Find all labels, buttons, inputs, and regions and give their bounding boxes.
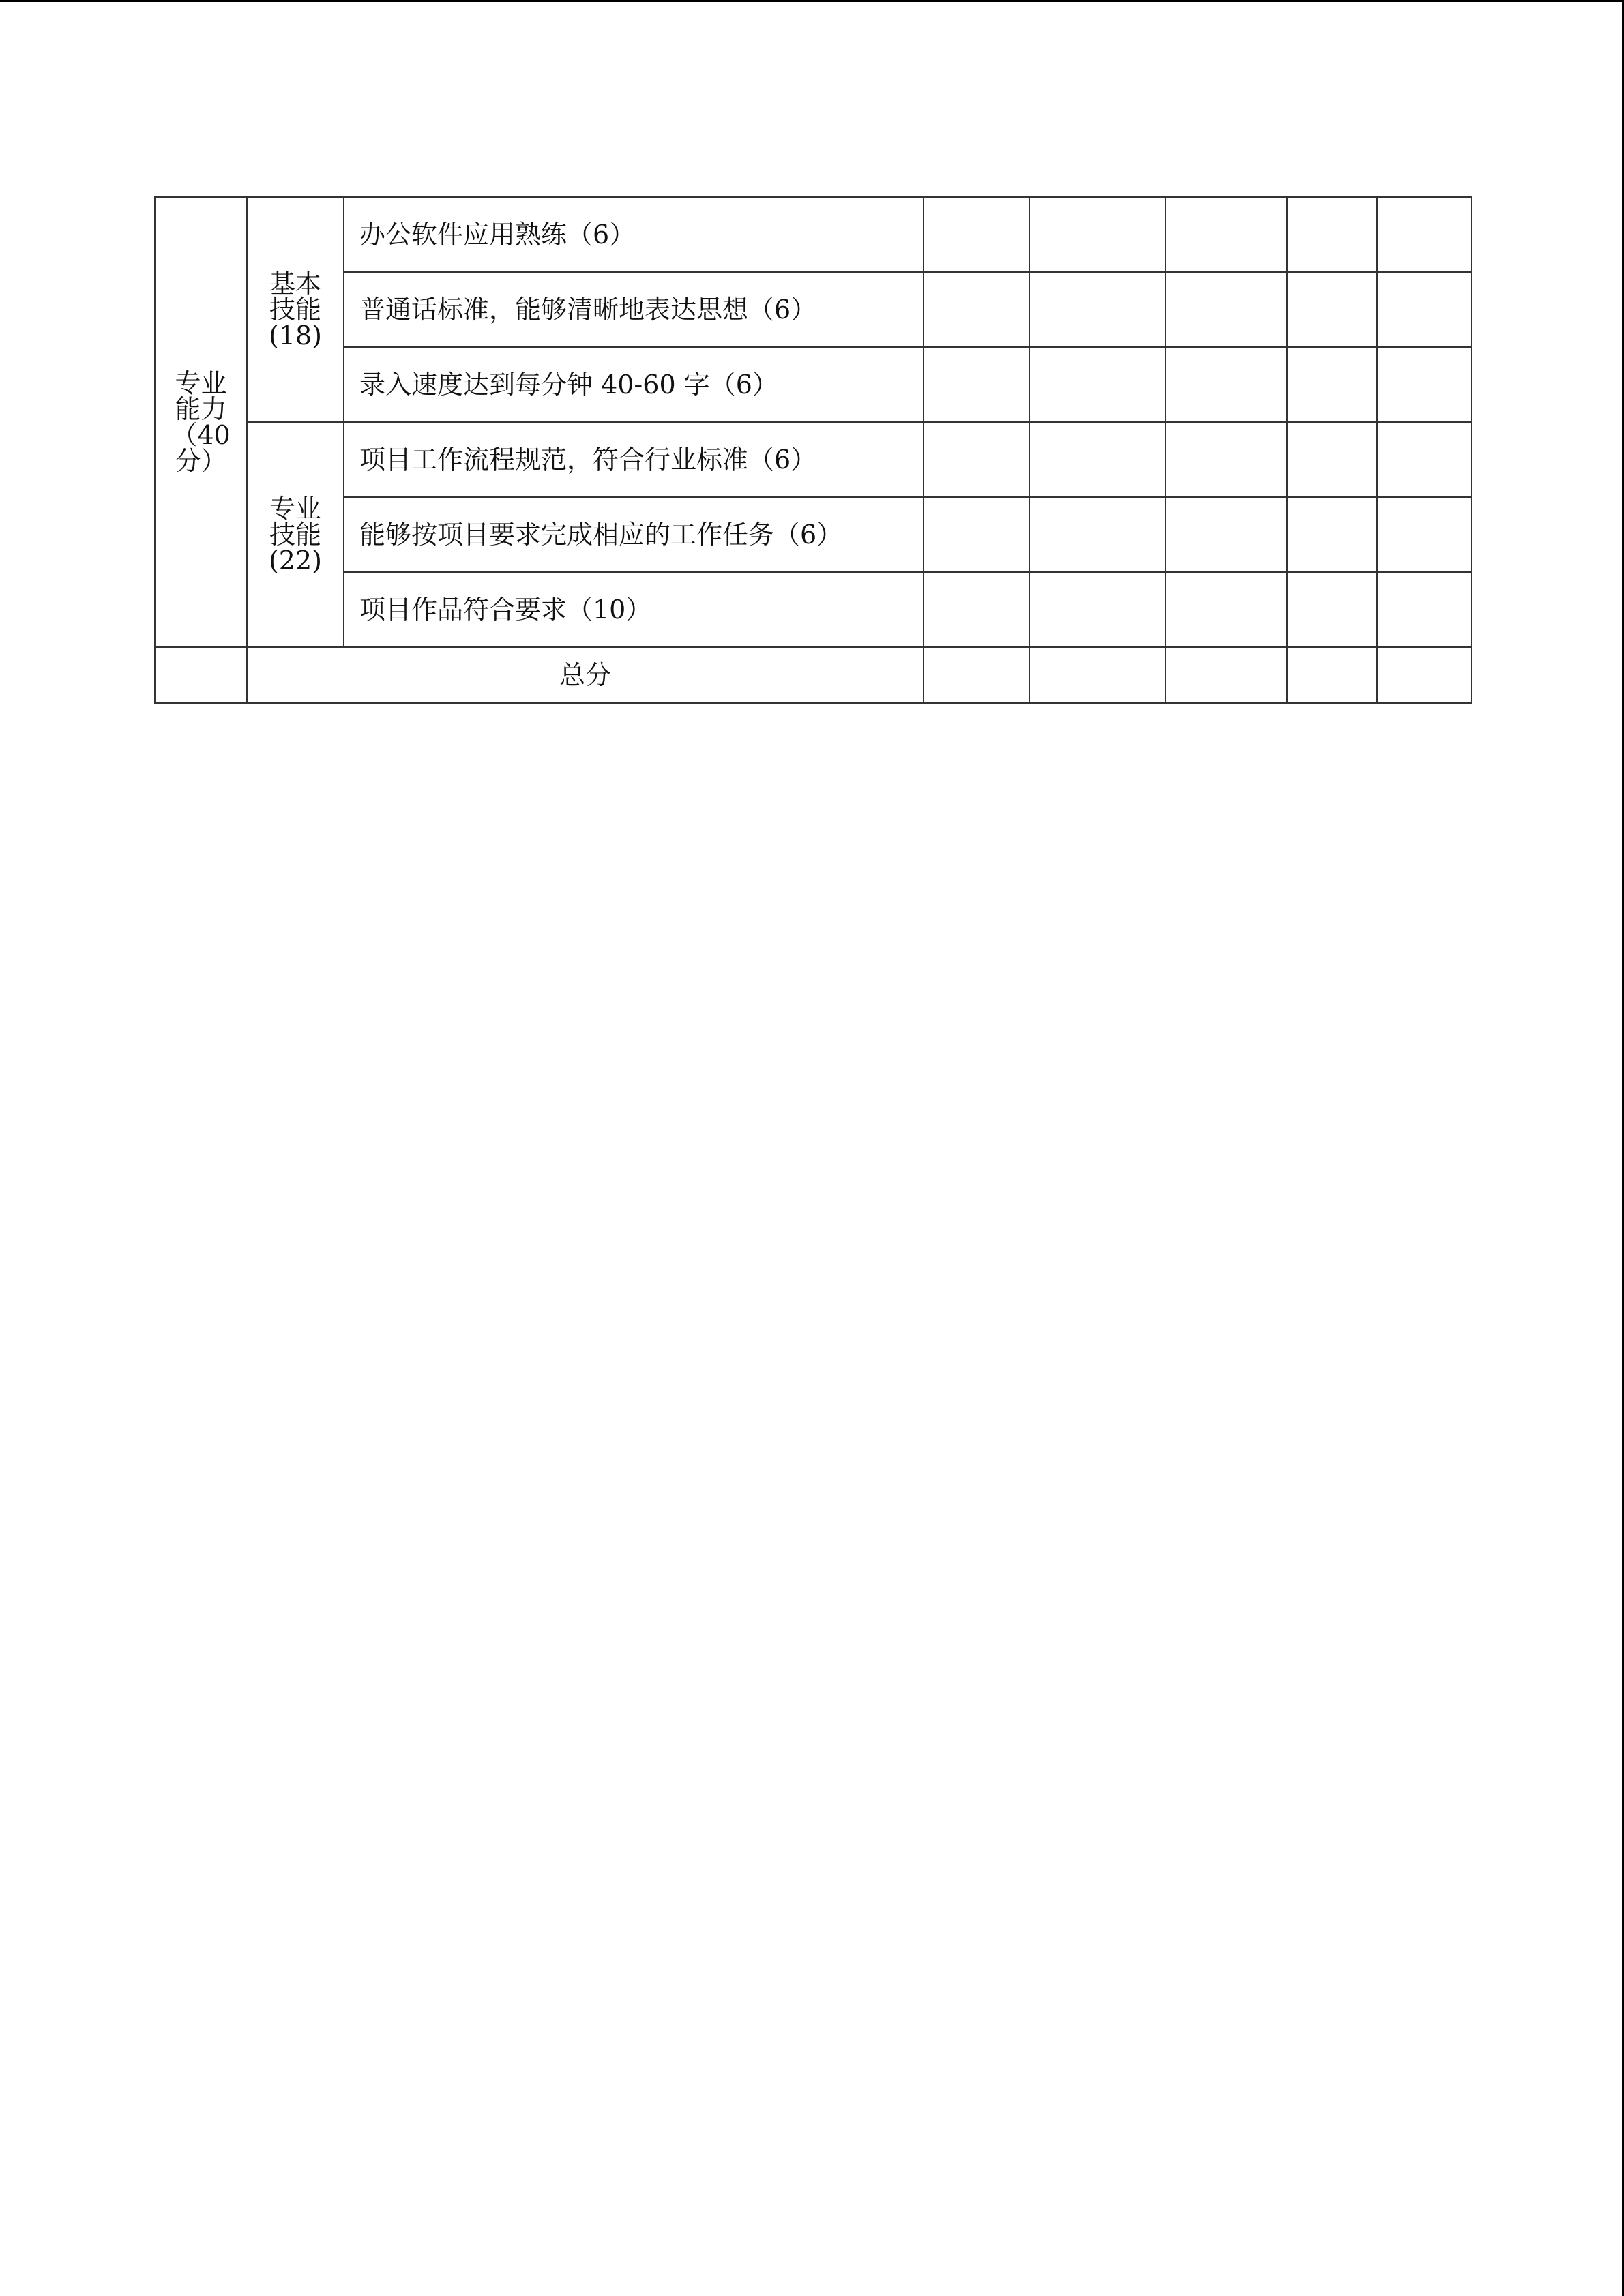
category-line: 专业 bbox=[175, 368, 227, 398]
subcategory-line: 技能 bbox=[269, 295, 321, 325]
subcategory-line: 专业 bbox=[269, 494, 321, 524]
score-cell[interactable] bbox=[1377, 347, 1471, 422]
score-cell[interactable] bbox=[1029, 197, 1166, 272]
score-cell[interactable] bbox=[924, 497, 1029, 572]
subcategory-line: (18) bbox=[268, 320, 322, 351]
score-cell[interactable] bbox=[924, 347, 1029, 422]
score-cell[interactable] bbox=[1166, 497, 1287, 572]
subcategory-cell-professional bbox=[247, 422, 344, 647]
item-cell: 办公软件应用熟练（6） bbox=[344, 197, 924, 272]
score-cell[interactable] bbox=[1287, 197, 1377, 272]
score-cell[interactable] bbox=[1287, 572, 1377, 647]
total-score-cell[interactable] bbox=[1166, 647, 1287, 703]
score-cell[interactable] bbox=[1287, 347, 1377, 422]
score-cell[interactable] bbox=[1166, 272, 1287, 347]
score-cell[interactable] bbox=[1287, 272, 1377, 347]
score-cell[interactable] bbox=[1377, 572, 1471, 647]
table-row bbox=[155, 572, 1471, 647]
total-empty-cell bbox=[155, 647, 247, 703]
total-row bbox=[155, 647, 1471, 703]
subcategory-line: 技能 bbox=[269, 520, 321, 550]
table-row bbox=[155, 272, 1471, 347]
category-line: 分） bbox=[175, 446, 227, 476]
score-cell[interactable] bbox=[1029, 422, 1166, 497]
page-top-border bbox=[0, 0, 1624, 2]
total-score-cell[interactable] bbox=[1287, 647, 1377, 703]
subcategory-line: (22) bbox=[268, 546, 322, 576]
total-score-cell[interactable] bbox=[924, 647, 1029, 703]
item-cell: 普通话标准，能够清晰地表达思想（6） bbox=[344, 272, 924, 347]
score-cell[interactable] bbox=[924, 572, 1029, 647]
item-cell: 能够按项目要求完成相应的工作任务（6） bbox=[344, 497, 924, 572]
score-cell[interactable] bbox=[1029, 272, 1166, 347]
category-line: （40 bbox=[171, 420, 231, 450]
item-cell: 录入速度达到每分钟 40-60 字（6） bbox=[344, 347, 924, 422]
evaluation-table bbox=[154, 196, 1472, 704]
item-cell: 项目作品符合要求（10） bbox=[344, 572, 924, 647]
score-cell[interactable] bbox=[1029, 572, 1166, 647]
item-cell: 项目工作流程规范，符合行业标准（6） bbox=[344, 422, 924, 497]
score-cell[interactable] bbox=[924, 422, 1029, 497]
score-cell[interactable] bbox=[924, 197, 1029, 272]
total-score-cell[interactable] bbox=[1377, 647, 1471, 703]
score-cell[interactable] bbox=[1377, 197, 1471, 272]
score-cell[interactable] bbox=[1287, 422, 1377, 497]
score-cell[interactable] bbox=[1287, 497, 1377, 572]
table-row bbox=[155, 197, 1471, 272]
total-label: 总分 bbox=[247, 647, 924, 703]
total-score-cell[interactable] bbox=[1029, 647, 1166, 703]
score-cell[interactable] bbox=[1377, 422, 1471, 497]
category-cell bbox=[155, 197, 247, 647]
subcategory-line: 基本 bbox=[269, 269, 321, 299]
score-cell[interactable] bbox=[1166, 572, 1287, 647]
score-cell[interactable] bbox=[1377, 497, 1471, 572]
subcategory-cell-basic bbox=[247, 197, 344, 422]
score-cell[interactable] bbox=[1166, 422, 1287, 497]
score-cell[interactable] bbox=[1029, 497, 1166, 572]
score-cell[interactable] bbox=[1029, 347, 1166, 422]
score-cell[interactable] bbox=[924, 272, 1029, 347]
table-row bbox=[155, 347, 1471, 422]
score-cell[interactable] bbox=[1166, 347, 1287, 422]
table-row bbox=[155, 497, 1471, 572]
score-cell[interactable] bbox=[1166, 197, 1287, 272]
table-row bbox=[155, 422, 1471, 497]
score-cell[interactable] bbox=[1377, 272, 1471, 347]
category-line: 能力 bbox=[175, 394, 227, 424]
